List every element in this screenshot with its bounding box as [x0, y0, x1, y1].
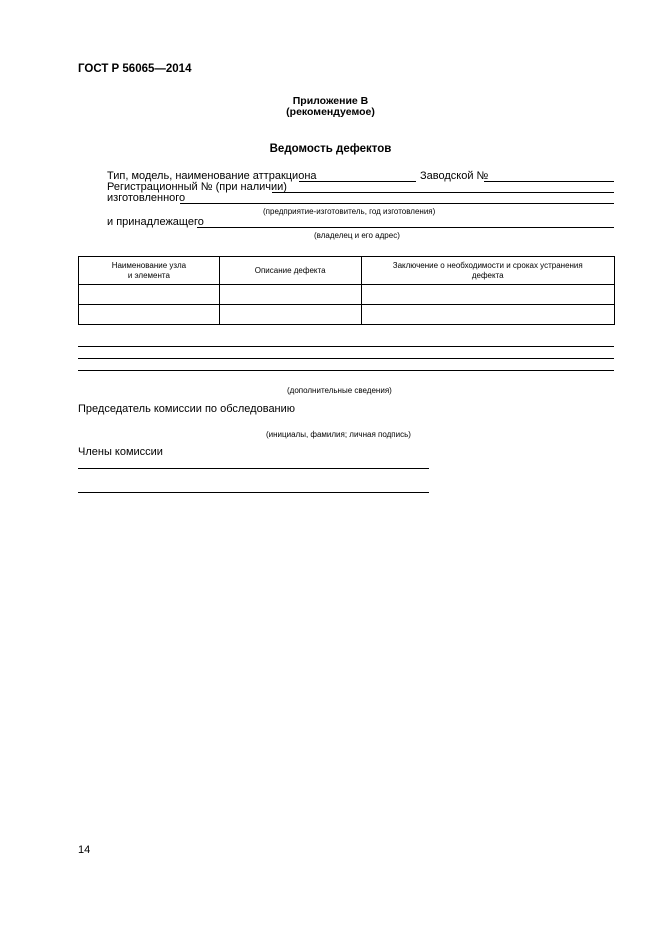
serial-label: Заводской № [420, 170, 489, 182]
table-header-row [79, 257, 615, 285]
type-label: Тип, модель, наименование аттракциона [107, 170, 317, 182]
col-header-element-text: Наименование узла и элемента [111, 260, 187, 280]
made-label: изготовленного [107, 192, 186, 204]
table-cell[interactable] [361, 285, 615, 305]
owner-caption: (владелец и его адрес) [314, 231, 400, 240]
table-cell[interactable] [219, 285, 361, 305]
owner-field[interactable] [197, 227, 614, 228]
page-number: 14 [78, 844, 91, 856]
reg-field[interactable] [272, 192, 614, 193]
table-row [79, 285, 615, 305]
table-cell[interactable] [361, 305, 615, 325]
table-cell[interactable] [219, 305, 361, 325]
additional-line-2[interactable] [78, 358, 614, 359]
chairman-caption: (инициалы, фамилия; личная подпись) [266, 430, 411, 439]
members-label: Члены комиссии [78, 446, 163, 458]
document-title: Ведомость дефектов [269, 143, 392, 155]
made-caption: (предприятие-изготовитель, год изготовления) [263, 207, 436, 216]
col-header-element [79, 257, 220, 285]
chairman-label: Председатель комиссии по обследованию [78, 403, 296, 415]
standard-header: ГОСТ Р 56065—2014 [78, 63, 192, 75]
col-header-conclusion-text: Заключение о необходимости и сроках устранения дефекта [392, 260, 583, 280]
table-cell[interactable] [79, 285, 220, 305]
additional-line-1[interactable] [78, 346, 614, 347]
appendix-title: Приложение В [292, 95, 369, 107]
member-signature-line-1[interactable] [78, 468, 429, 469]
additional-line-3[interactable] [78, 370, 614, 371]
appendix-status: (рекомендуемое) [286, 106, 375, 118]
made-field[interactable] [180, 203, 614, 204]
col-header-description [219, 257, 361, 285]
defects-table [78, 256, 615, 325]
member-signature-line-2[interactable] [78, 492, 429, 493]
table-cell[interactable] [79, 305, 220, 325]
additional-caption: (дополнительные сведения) [287, 386, 392, 395]
serial-field[interactable] [484, 181, 614, 182]
col-header-description-text: Описание дефекта [254, 265, 326, 275]
col-header-conclusion [361, 257, 615, 285]
owner-label: и принадлежащего [107, 216, 204, 228]
table-row [79, 305, 615, 325]
type-field[interactable] [299, 181, 416, 182]
reg-label: Регистрационный № (при наличии) [107, 181, 287, 193]
